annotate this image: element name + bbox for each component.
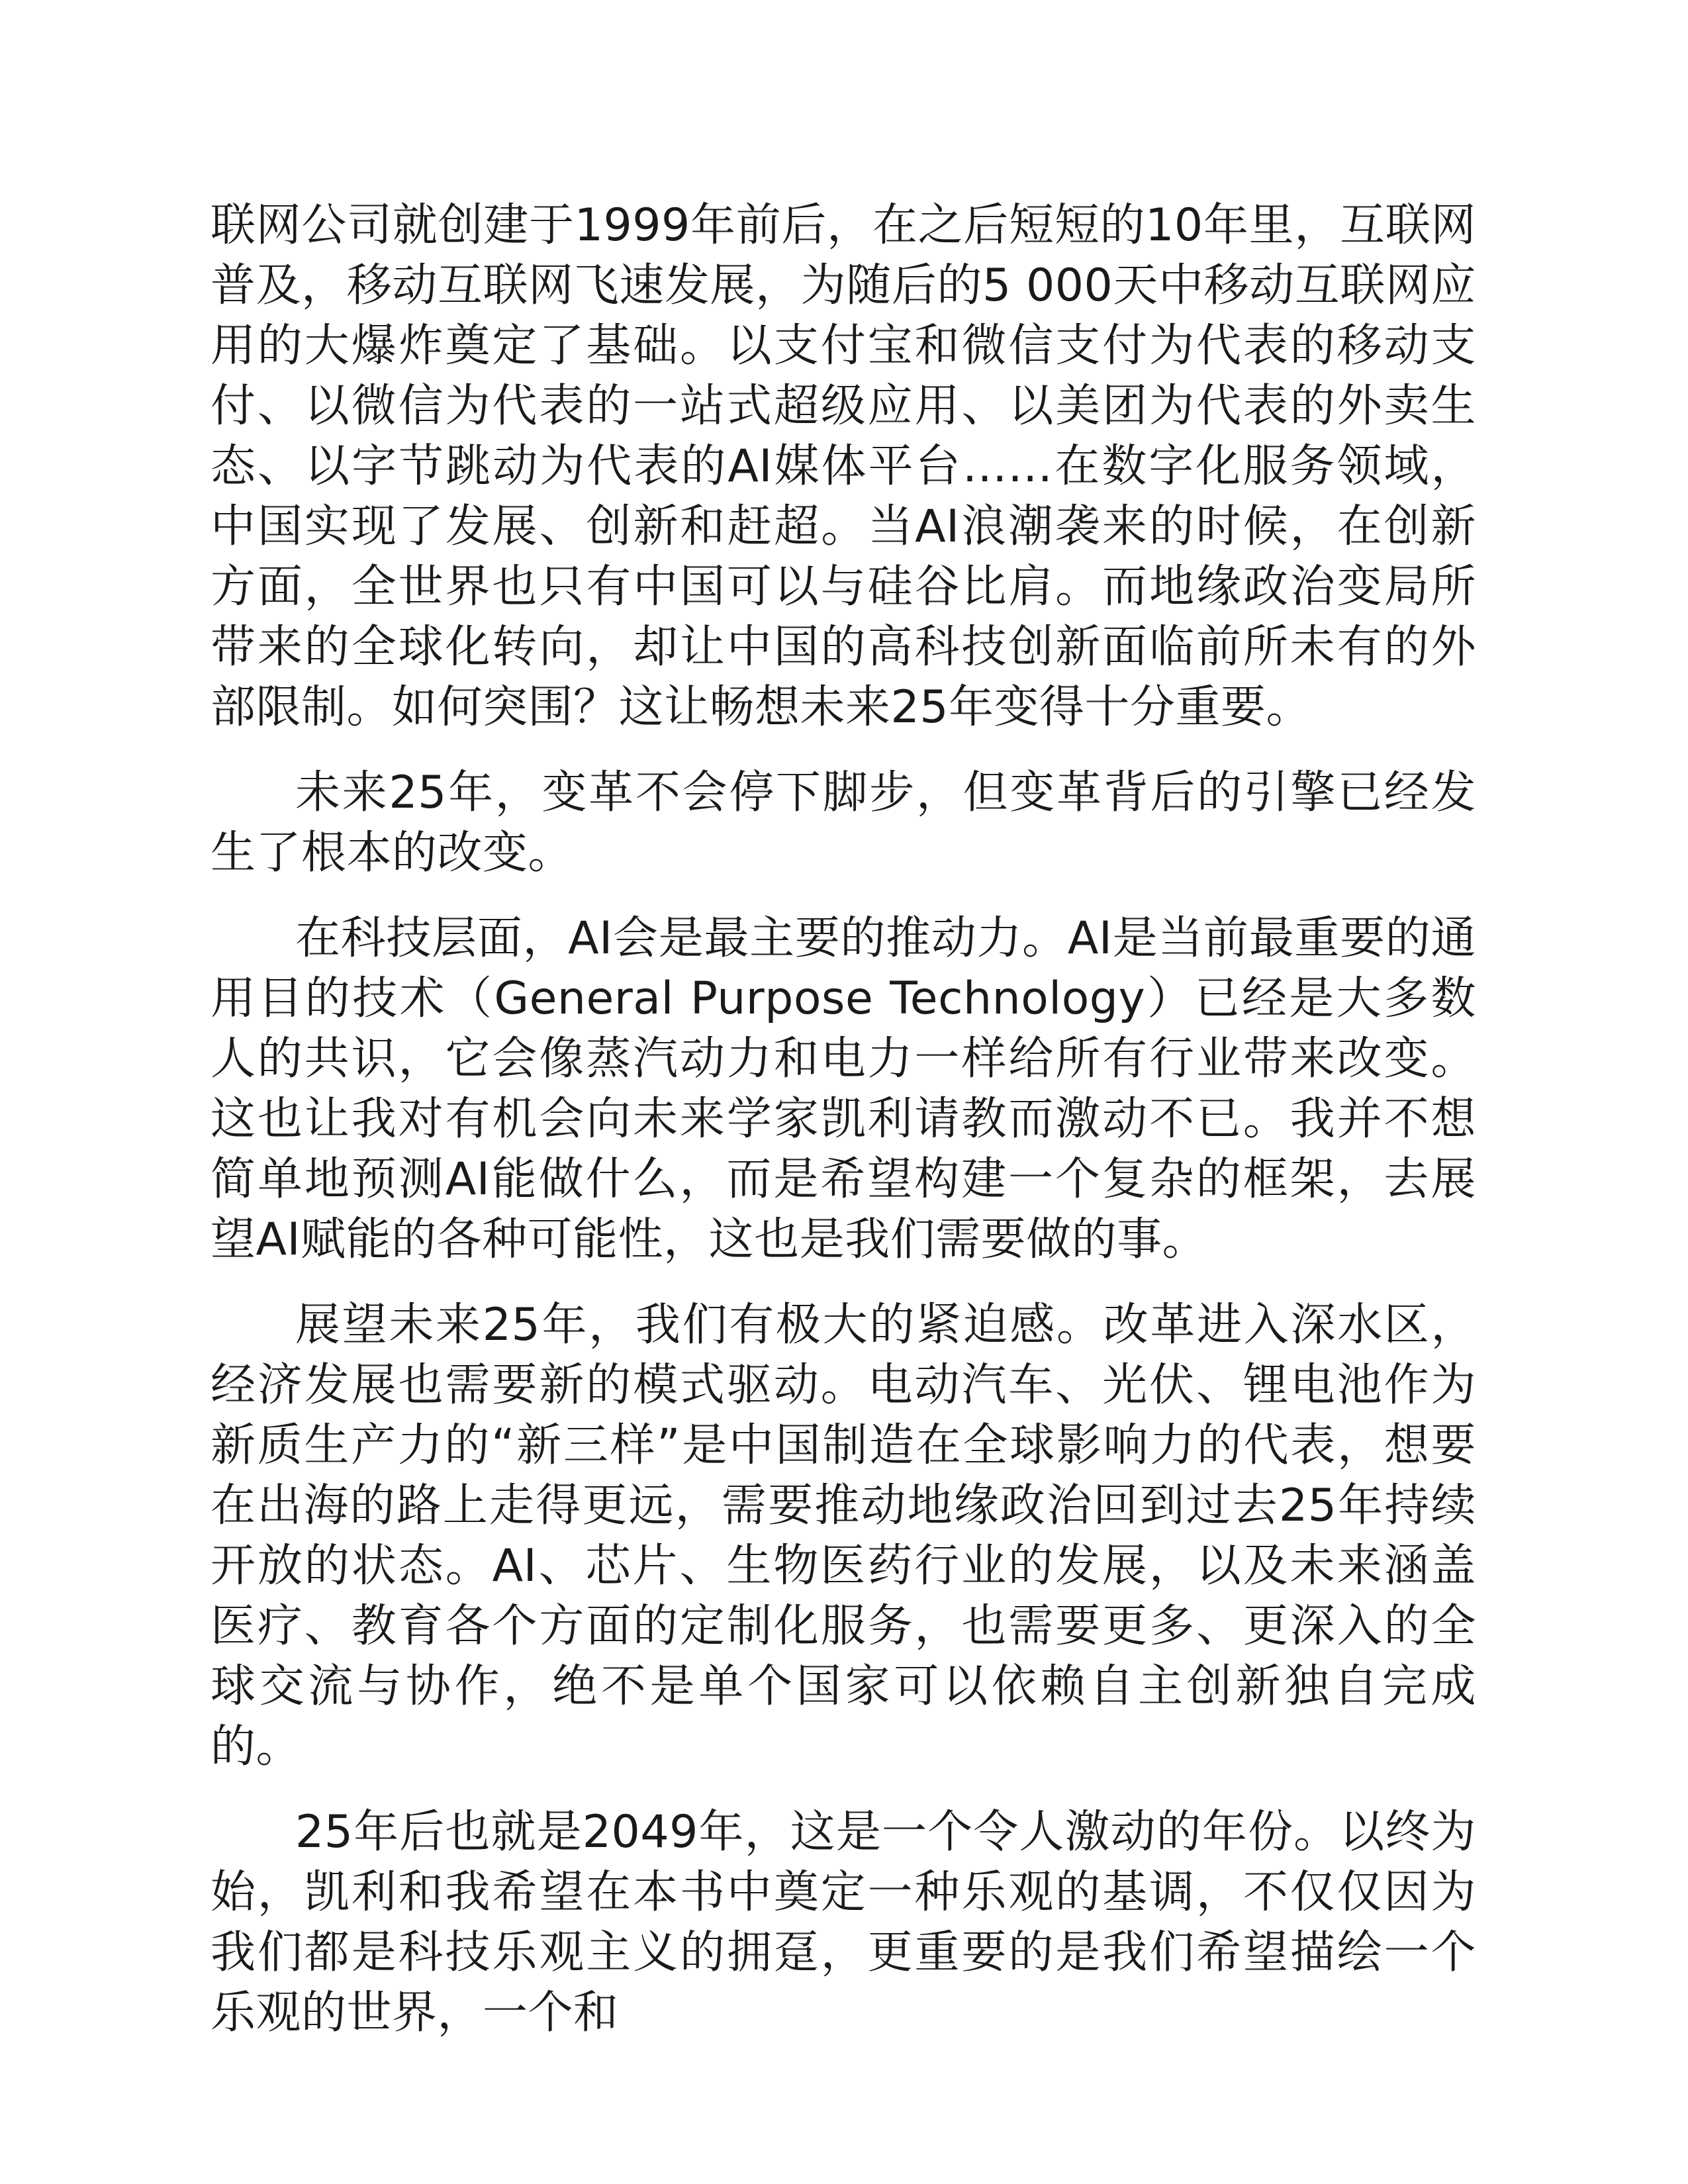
paragraph-4: 展望未来25年，我们有极大的紧迫感。改革进入深水区，经济发展也需要新的模式驱动。电动汽车、光伏、锂电池作为新质生产力的“新三样”是中国制造在全球影响力的代表，想要在出海的路上走得更远，需要推动地缘政治回到过去25年持续开放的状态。AI、芯片、生物医药行业的发展，以及未来涵盖医疗、教育各个方面的定制化服务，也需要更多、更深入的全球交流与协作，绝不是单个国家可以依赖自主创新独自完成的。: [211, 1299, 1476, 1773]
body-text: [211, 195, 1476, 2068]
paragraph-5: 25年后也就是2049年，这是一个令人激动的年份。以终为始，凯利和我希望在本书中奠定一种乐观的基调，不仅仅因为我们都是科技乐观主义的拥趸，更重要的是我们希望描绘一个乐观的世界，一个和: [211, 1806, 1476, 2039]
paragraph-3: 在科技层面，AI会是最主要的推动力。AI是当前最重要的通用目的技术（General Purpose Technology）已经是大多数人的共识，它会像蒸汽动力和电力一样给所有行业带来改变。这也让我对有机会向未来学家凯利请教而激动不已。我并不想简单地预测AI能做什么，而是希望构建一个复杂的框架，去展望AI赋能的各种可能性，这也是我们需要做的事。: [211, 912, 1476, 1266]
paragraph-1: 联网公司就创建于1999年前后，在之后短短的10年里，互联网普及，移动互联网飞速发展，为随后的5 000天中移动互联网应用的大爆炸奠定了基础。以支付宝和微信支付为代表的移动支付、以微信为代表的一站式超级应用、以美团为代表的外卖生态、以字节跳动为代表的AI媒体平台……在数字化服务领域，中国实现了发展、创新和赶超。当AI浪潮袭来的时候，在创新方面，全世界也只有中国可以与硅谷比肩。而地缘政治变局所带来的全球化转向，却让中国的高科技创新面临前所未有的外部限制。如何突围？这让畅想未来25年变得十分重要。: [211, 199, 1476, 734]
paragraph-2: 未来25年，变革不会停下脚步，但变革背后的引擎已经发生了根本的改变。: [211, 767, 1476, 879]
